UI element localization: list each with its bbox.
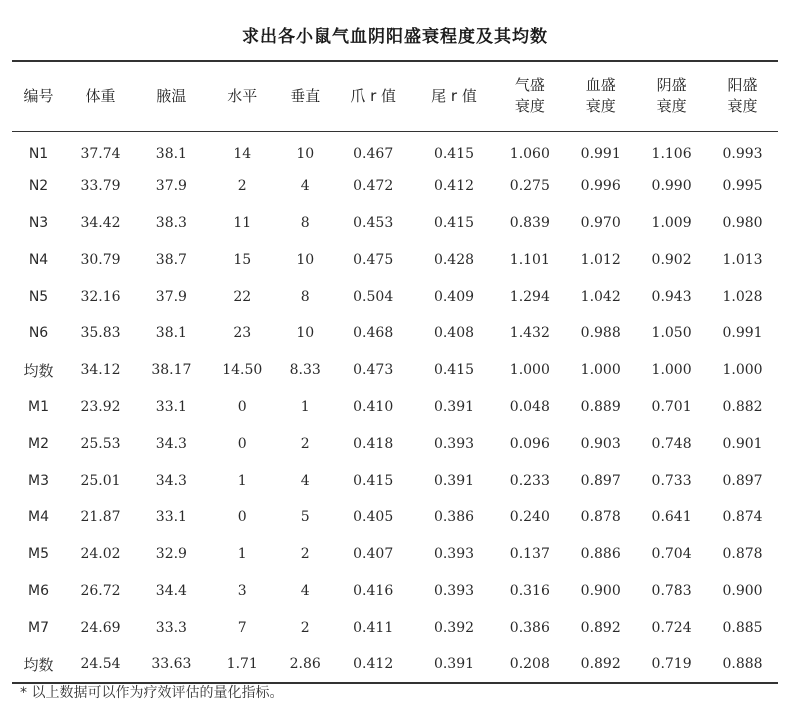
table-cell: 25.01 — [80, 472, 121, 489]
table-cell: 38.3 — [155, 214, 187, 231]
row-id-cell: M1 — [28, 398, 50, 415]
table-cell: 0.885 — [722, 619, 763, 636]
table-cell: 1.012 — [580, 251, 621, 268]
table-cell: 0 — [237, 398, 247, 415]
table-cell: 0.410 — [353, 398, 394, 415]
table-cell: 0.719 — [651, 656, 692, 673]
table-cell: 2 — [300, 546, 310, 563]
table-cell: 0.704 — [651, 546, 692, 563]
column-header-label: 阳盛 — [727, 76, 758, 95]
table-row — [12, 131, 778, 168]
table-row — [12, 499, 778, 536]
row-id-cell: M4 — [28, 509, 50, 526]
table-header — [12, 61, 778, 131]
table-cell: 1.71 — [226, 656, 258, 673]
table-cell: 0.839 — [509, 214, 550, 231]
table-cell: 8 — [300, 288, 310, 305]
table-cell: 0.902 — [651, 251, 692, 268]
table-cell: 21.87 — [80, 509, 121, 526]
table-cell: 0.473 — [353, 362, 394, 379]
data-table — [12, 60, 778, 684]
table-cell: 0.991 — [580, 145, 621, 162]
table-cell: 33.1 — [155, 398, 187, 415]
table-cell: 1 — [300, 398, 310, 415]
column-header — [333, 61, 414, 131]
table-cell: 0.412 — [353, 656, 394, 673]
table-cell: 0.991 — [722, 325, 763, 342]
table-row — [12, 646, 778, 683]
table-row — [12, 278, 778, 315]
table-cell: 32.9 — [155, 546, 187, 563]
table-cell: 0.415 — [433, 362, 475, 379]
table-cell: 0.468 — [353, 325, 394, 342]
table-cell: 0.467 — [353, 145, 394, 162]
table-cell: 34.4 — [155, 582, 187, 599]
row-id-cell: N4 — [28, 251, 49, 268]
table-cell: 23.92 — [80, 398, 121, 415]
table-cell: 38.1 — [155, 325, 187, 342]
table-cell: 0.874 — [722, 509, 763, 526]
table-cell: 34.12 — [80, 362, 121, 379]
table-cell: 0.411 — [353, 619, 394, 636]
table-cell: 0.208 — [509, 656, 550, 673]
table-row — [12, 573, 778, 610]
column-header — [565, 61, 636, 131]
table-cell: 15 — [233, 251, 252, 268]
table-cell: 33.63 — [151, 656, 192, 673]
table-body — [12, 131, 778, 683]
table-cell: 0.428 — [433, 251, 475, 268]
table-row — [12, 389, 778, 426]
table-cell: 0.408 — [433, 325, 475, 342]
column-header — [278, 61, 333, 131]
row-id-cell: M2 — [28, 435, 50, 452]
table-cell: 1 — [237, 472, 247, 489]
row-id-cell: M3 — [28, 472, 50, 489]
table-cell: 2.86 — [289, 656, 321, 673]
table-cell: 0.453 — [353, 214, 394, 231]
column-header-label: 水平 — [227, 86, 258, 105]
table-cell: 37.9 — [155, 288, 187, 305]
table-cell: 0.412 — [433, 178, 475, 195]
column-header-label: 衰度 — [656, 97, 687, 116]
table-cell: 0.418 — [353, 435, 394, 452]
table-cell: 0.233 — [509, 472, 550, 489]
table-cell: 0.391 — [433, 398, 475, 415]
table-cell: 33.3 — [155, 619, 187, 636]
table-cell: 1.000 — [651, 362, 692, 379]
row-id-cell: N5 — [28, 288, 49, 305]
column-header-label: 阴盛 — [656, 76, 687, 95]
table-row — [12, 609, 778, 646]
table-row — [12, 352, 778, 389]
table-cell: 34.3 — [155, 472, 187, 489]
table-cell: 0.316 — [509, 582, 550, 599]
table-cell: 1.009 — [651, 214, 692, 231]
table-cell: 5 — [300, 509, 310, 526]
table-cell: 0.386 — [509, 619, 550, 636]
column-header-label: 血盛 — [585, 76, 616, 95]
table-cell: 32.16 — [80, 288, 121, 305]
table-cell: 1.294 — [509, 288, 550, 305]
row-id-cell: M5 — [28, 546, 50, 563]
table-cell: 11 — [233, 214, 252, 231]
table-row — [12, 241, 778, 278]
table-cell: 2 — [300, 619, 310, 636]
table-cell: 0.943 — [651, 288, 692, 305]
table-cell: 0.748 — [651, 435, 692, 452]
table-cell: 0.733 — [651, 472, 692, 489]
table-cell: 0.988 — [580, 325, 621, 342]
table-cell: 1.000 — [509, 362, 550, 379]
table-cell: 0.900 — [722, 582, 763, 599]
table-cell: 0.900 — [580, 582, 621, 599]
column-header-label: 尾 r 值 — [431, 86, 477, 105]
table-cell: 1.432 — [509, 325, 550, 342]
table-cell: 10 — [296, 145, 315, 162]
table-cell: 33.79 — [80, 178, 121, 195]
column-header-label: 爪 r 值 — [350, 86, 397, 105]
table-cell: 0.240 — [509, 509, 550, 526]
table-cell: 0.897 — [722, 472, 763, 489]
table-cell: 0.641 — [651, 509, 692, 526]
row-id-cell: N2 — [28, 178, 49, 195]
table-title: 求出各小鼠气血阴阳盛衰程度及其均数 — [242, 27, 548, 47]
table-cell: 0.391 — [433, 472, 475, 489]
column-header — [207, 61, 278, 131]
table-cell: 10 — [296, 325, 315, 342]
column-header-label: 衰度 — [514, 97, 545, 116]
table-cell: 0.405 — [353, 509, 394, 526]
row-id-cell: N6 — [28, 325, 49, 342]
table-cell: 8 — [300, 214, 310, 231]
table-cell: 0.472 — [353, 178, 394, 195]
table-cell: 33.1 — [155, 509, 187, 526]
table-cell: 22 — [233, 288, 252, 305]
table-cell: 1.000 — [722, 362, 763, 379]
table-cell: 0.048 — [509, 398, 550, 415]
table-cell: 0.393 — [433, 582, 475, 599]
table-cell: 24.69 — [80, 619, 121, 636]
table-cell: 0.392 — [433, 619, 475, 636]
table-cell: 38.1 — [155, 145, 187, 162]
table-cell: 34.3 — [155, 435, 187, 452]
table-cell: 1.060 — [509, 145, 550, 162]
table-cell: 1.101 — [509, 251, 550, 268]
table-cell: 0.897 — [580, 472, 621, 489]
table-cell: 0.275 — [509, 178, 550, 195]
row-id-cell: N3 — [28, 214, 49, 231]
table-cell: 2 — [237, 178, 247, 195]
table-cell: 0.882 — [722, 398, 763, 415]
table-cell: 0.783 — [651, 582, 692, 599]
column-header-label: 腋温 — [156, 86, 187, 105]
table-cell: 0.970 — [580, 214, 621, 231]
table-cell: 23 — [233, 325, 252, 342]
table-cell: 0.701 — [651, 398, 692, 415]
table-cell: 1.000 — [580, 362, 621, 379]
table-cell: 0.878 — [722, 546, 763, 563]
header-row — [12, 61, 778, 131]
table-cell: 38.17 — [151, 362, 192, 379]
table-cell: 0.386 — [433, 509, 475, 526]
table-cell: 25.53 — [80, 435, 121, 452]
table-cell: 38.7 — [155, 251, 187, 268]
table-cell: 1.106 — [651, 145, 692, 162]
column-header-label: 衰度 — [727, 97, 758, 116]
table-cell: 0.504 — [353, 288, 394, 305]
column-header — [65, 61, 136, 131]
table-cell: 0.415 — [433, 145, 475, 162]
table-cell: 1.042 — [580, 288, 621, 305]
table-cell: 0.415 — [353, 472, 394, 489]
row-id-cell: 均数 — [23, 361, 54, 380]
column-header — [414, 61, 495, 131]
table-cell: 0.415 — [433, 214, 475, 231]
table-cell: 14.50 — [222, 362, 263, 379]
table-cell: 0.903 — [580, 435, 621, 452]
row-id-cell: M7 — [28, 619, 50, 636]
table-cell: 0.096 — [509, 435, 550, 452]
table-row — [12, 168, 778, 205]
table-cell: 8.33 — [289, 362, 321, 379]
table-cell: 0.993 — [722, 145, 763, 162]
table-cell: 1.050 — [651, 325, 692, 342]
table-cell: 0.901 — [722, 435, 763, 452]
table-row — [12, 315, 778, 352]
table-cell: 7 — [237, 619, 247, 636]
table-cell: 4 — [300, 472, 310, 489]
table-row — [12, 425, 778, 462]
table-cell: 1 — [237, 546, 247, 563]
table-cell: 0.416 — [353, 582, 394, 599]
table-cell: 24.02 — [80, 546, 121, 563]
footnote: * 以上数据可以作为疗效评估的量化指标。 — [20, 685, 284, 701]
table-cell: 24.54 — [80, 656, 121, 673]
table-cell: 0.996 — [580, 178, 621, 195]
column-header-label: 编号 — [23, 86, 54, 105]
column-header-label: 衰度 — [585, 97, 616, 116]
table-cell: 0 — [237, 435, 247, 452]
table-cell: 30.79 — [80, 251, 121, 268]
table-cell: 0.892 — [580, 656, 621, 673]
table-cell: 0.391 — [433, 656, 475, 673]
column-header — [12, 61, 65, 131]
table-cell: 0.995 — [722, 178, 763, 195]
column-header — [636, 61, 707, 131]
table-cell: 37.9 — [155, 178, 187, 195]
column-header — [707, 61, 778, 131]
table-cell: 0.990 — [651, 178, 692, 195]
table-cell: 3 — [237, 582, 247, 599]
column-header-label: 垂直 — [290, 86, 321, 105]
table-cell: 0.393 — [433, 546, 475, 563]
table-cell: 0 — [237, 509, 247, 526]
column-header-label: 体重 — [85, 86, 116, 105]
table-cell: 0.892 — [580, 619, 621, 636]
table-cell: 0.407 — [353, 546, 394, 563]
table-cell: 35.83 — [80, 325, 121, 342]
table-cell: 26.72 — [80, 582, 121, 599]
table-cell: 0.886 — [580, 546, 621, 563]
table-cell: 4 — [300, 178, 310, 195]
table-cell: 4 — [300, 582, 310, 599]
column-header-label: 气盛 — [514, 76, 545, 95]
table-cell: 10 — [296, 251, 315, 268]
row-id-cell: M6 — [28, 582, 50, 599]
table-cell: 0.393 — [433, 435, 475, 452]
table-cell: 0.724 — [651, 619, 692, 636]
table-cell: 1.028 — [722, 288, 763, 305]
table-cell: 0.409 — [433, 288, 475, 305]
table-cell: 0.137 — [509, 546, 550, 563]
table-row — [12, 205, 778, 242]
table-cell: 0.888 — [722, 656, 763, 673]
table-cell: 14 — [233, 145, 252, 162]
column-header — [136, 61, 207, 131]
table-cell: 1.013 — [722, 251, 763, 268]
table-cell: 0.980 — [722, 214, 763, 231]
row-id-cell: 均数 — [23, 655, 54, 674]
table-cell: 37.74 — [80, 145, 121, 162]
table-cell: 34.42 — [80, 214, 121, 231]
table-row — [12, 462, 778, 499]
table-cell: 0.889 — [580, 398, 621, 415]
row-id-cell: N1 — [28, 145, 49, 162]
table-cell: 0.475 — [353, 251, 394, 268]
table-row — [12, 536, 778, 573]
table-cell: 0.878 — [580, 509, 621, 526]
column-header — [494, 61, 565, 131]
table-cell: 2 — [300, 435, 310, 452]
